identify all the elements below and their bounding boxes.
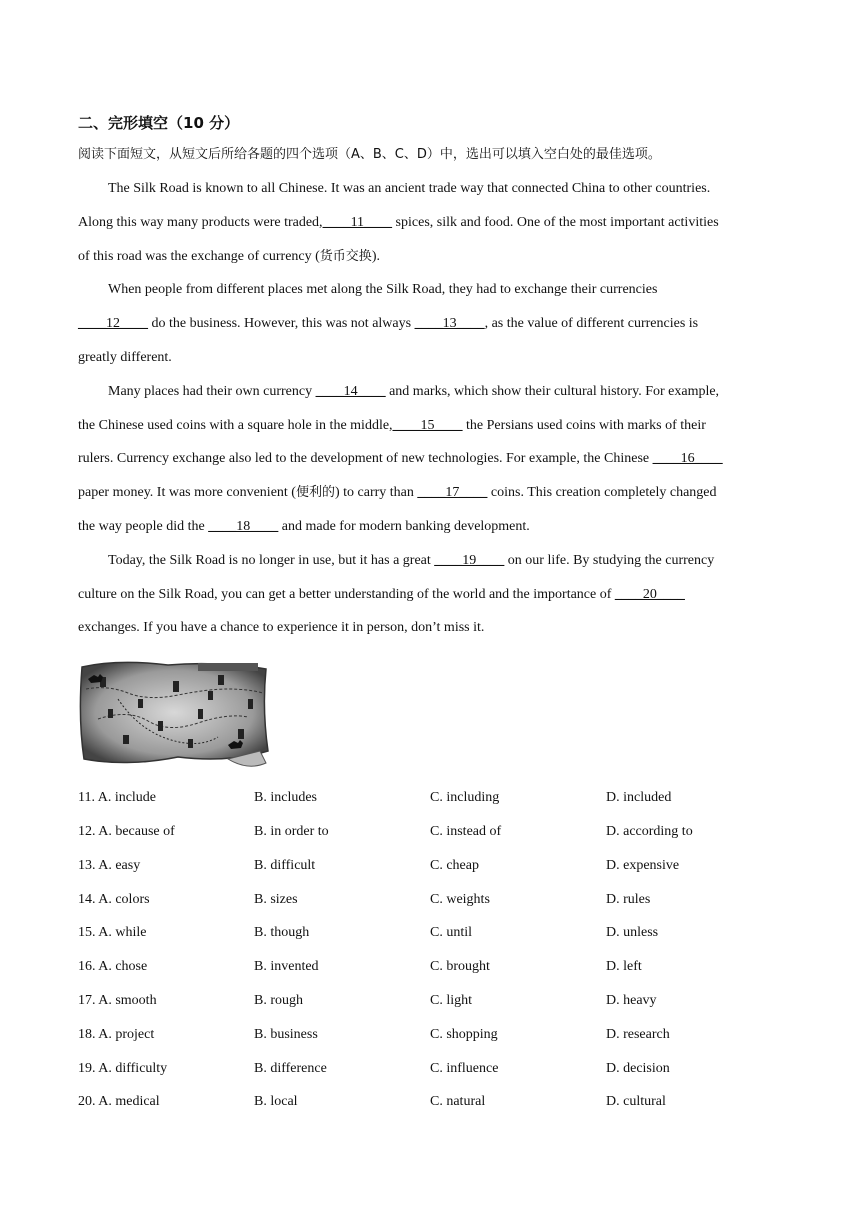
question-row: 18. A. project B. business C. shopping D. research <box>78 1026 670 1042</box>
section-instruction: 阅读下面短文，从短文后所给各题的四个选项（A、B、C、D）中，选出可以填入空白处的最佳选项。 <box>78 147 661 162</box>
blank-17: ____17____ <box>417 485 488 501</box>
blank-19: ____19____ <box>434 552 505 568</box>
blank-20: ____20____ <box>614 586 685 602</box>
passage-paragraph-1: The Silk Road is known to all Chinese. It was an ancient trade way that connected China to other countries. Along this way many products were traded,____11____ spices, silk and food. One of the most important activities of this road was the exchange of currency (货币交换). <box>78 181 719 264</box>
question-row: 19. A. difficulty B. difference C. influence D. decision <box>78 1060 670 1076</box>
question-row: 14. A. colors B. sizes C. weights D. rules <box>78 891 651 907</box>
question-row: 13. A. easy B. difficult C. cheap D. expensive <box>78 857 680 873</box>
blank-15: ____15____ <box>392 417 463 433</box>
silk-road-map-image <box>78 659 270 771</box>
question-row: 12. A. because of B. in order to C. instead of D. according to <box>78 823 693 839</box>
blank-12: ____12____ <box>78 316 148 332</box>
question-options <box>78 781 778 1119</box>
blank-13: ____13____ <box>414 316 485 332</box>
passage-paragraph-3: Many places had their own currency ____14____ and marks, which show their cultural history. For example, the Chinese used coins with a square hole in the middle,____15____ the Persians used coins with marks of their rulers. Currency exchange also led to the development of new technologies. For example, the Chinese ____16____ paper money. It was more convenient (便利的) to carry than ____17____ coins. This creation completely changed the way people did the ____18____ and made for modern banking development. <box>78 383 723 534</box>
blank-14: ____14____ <box>315 383 386 399</box>
blank-11: ____11____ <box>322 214 393 230</box>
question-row: 15. A. while B. though C. until D. unless <box>78 925 659 941</box>
question-row: 11. A. include B. includes C. including D. included <box>78 790 672 806</box>
cloze-section <box>78 108 778 1119</box>
question-row: 16. A. chose B. invented C. brought D. left <box>78 959 642 975</box>
passage-paragraph-2: When people from different places met along the Silk Road, they had to exchange their currencies ____12____ do the business. However, this was not always ____13____, as the value of different currencies is greatly different. <box>78 282 699 365</box>
passage-paragraph-4: Today, the Silk Road is no longer in use, but it has a great ____19____ on our life. By studying the currency culture on the Silk Road, you can get a better understanding of the world and the importance of ____20____ exchanges. If you have a chance to experience it in person, don’t miss it. <box>78 552 715 636</box>
question-row: 17. A. smooth B. rough C. light D. heavy <box>78 992 657 1008</box>
blank-16: ____16____ <box>652 451 723 467</box>
map-illustration <box>78 659 270 771</box>
question-row: 20. A. medical B. local C. natural D. cultural <box>78 1094 666 1110</box>
section-heading: 二、完形填空（10 分） <box>78 114 240 132</box>
blank-18: ____18____ <box>208 518 279 534</box>
